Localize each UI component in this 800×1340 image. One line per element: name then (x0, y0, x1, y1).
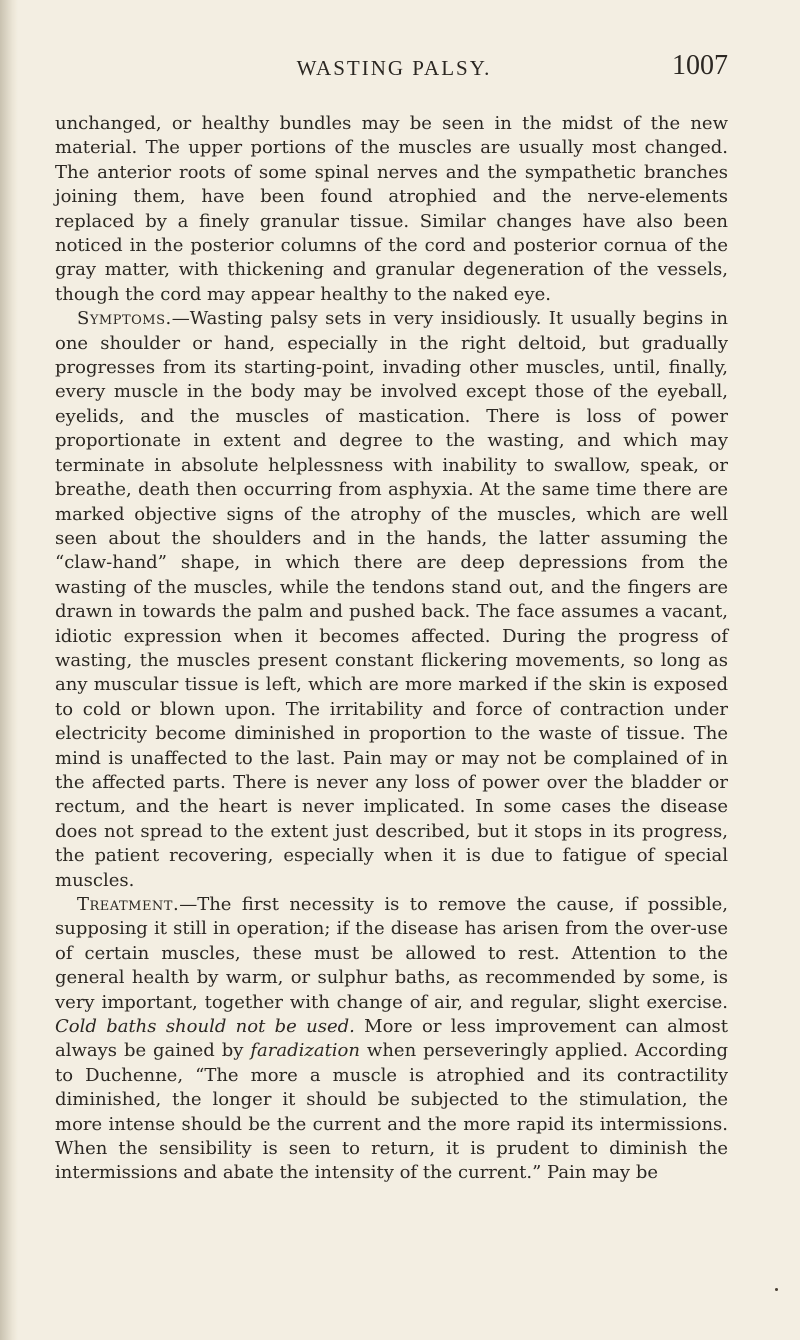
paragraph-symptoms (55, 307, 728, 893)
paragraph-treatment-text-3: when perseveringly applied. According to Duchenne, “The more a muscle is atrophied and its contractility diminished, the longer it should be subjected to the stimulation, the more intense should be the current and the more rapid its intermissions. When the sensibility is seen to return, it is prudent to diminish the intermissions and abate the intensity of the current.” Pain may be (55, 1040, 728, 1184)
paragraph-treatment-text-1: —The first necessity is to remove the cause, if possible, supposing it still in operation; if the disease has arisen from the over-use of certain muscles, these must be allowed to rest. Attention to the general health by warm, or sulphur baths, as recommended by some, is very important, together with change of air, and regular, slight exercise. (55, 894, 728, 1013)
italic-cold-baths: Cold baths should not be used. (55, 1016, 355, 1038)
running-header (60, 50, 728, 90)
ink-speck (775, 1288, 778, 1291)
section-heading-symptoms: Symptoms. (77, 308, 172, 330)
page-number: 1007 (672, 50, 728, 81)
paragraph-1 (55, 112, 728, 307)
paragraph-symptoms-text: —Wasting palsy sets in very insidiously. It usually begins in one shoulder or hand, especially in the right deltoid, but gradually progresses from its starting-point, invading other muscles, until, finally, every muscle in the body may be involved except those of the eyeball, eyelids, and the muscles of mastication. There is loss of power proportionate in extent and degree to the wasting, and which may terminate in absolute helplessness with inability to swallow, speak, or breathe, death then occurring from asphyxia. At the same time there are marked objective signs of the atrophy of the muscles, which are well seen about the shoulders and in the hands, the latter assuming the “claw-hand” shape, in which there are deep depressions from the wasting of the muscles, while the tendons stand out, and the fingers are drawn in towards the palm and pushed back. The face assumes a vacant, idiotic expression when it becomes affected. During the progress of wasting, the muscles present constant flickering movements, so long as any muscular tissue is left, which are more marked if the skin is exposed to cold or blown upon. The irritability and force of contraction under electricity become diminished in proportion to the waste of tissue. The mind is unaffected to the last. Pain may or may not be complained of in the affected parts. There is never any loss of power over the bladder or rectum, and the heart is never implicated. In some cases the disease does not spread to the extent just described, but it stops in its progress, the patient recovering, especially when it is due to fatigue of special muscles. (55, 308, 728, 891)
section-heading-treatment: Treatment. (77, 894, 180, 915)
running-title: WASTING PALSY. (296, 56, 492, 80)
italic-faradization: faradization (250, 1040, 360, 1062)
paragraph-treatment (55, 893, 728, 1186)
paragraph-treatment-text-2: More or less improvement can almost always be gained by (55, 1016, 728, 1062)
paragraph-1-text: unchanged, or healthy bundles may be seen in the midst of the new material. The upper portions of the muscles are usually most changed. The anterior roots of some spinal nerves and the sympathetic branches joining them, have been found atrophied and the nerve-elements replaced by a finely granular tissue. Similar changes have also been noticed in the posterior columns of the cord and posterior cornua of the gray matter, with thickening and granular degeneration of the vessels, though the cord may appear healthy to the naked eye. (55, 113, 728, 305)
body-text (55, 112, 728, 1186)
page-edge-shadow (0, 0, 18, 1340)
